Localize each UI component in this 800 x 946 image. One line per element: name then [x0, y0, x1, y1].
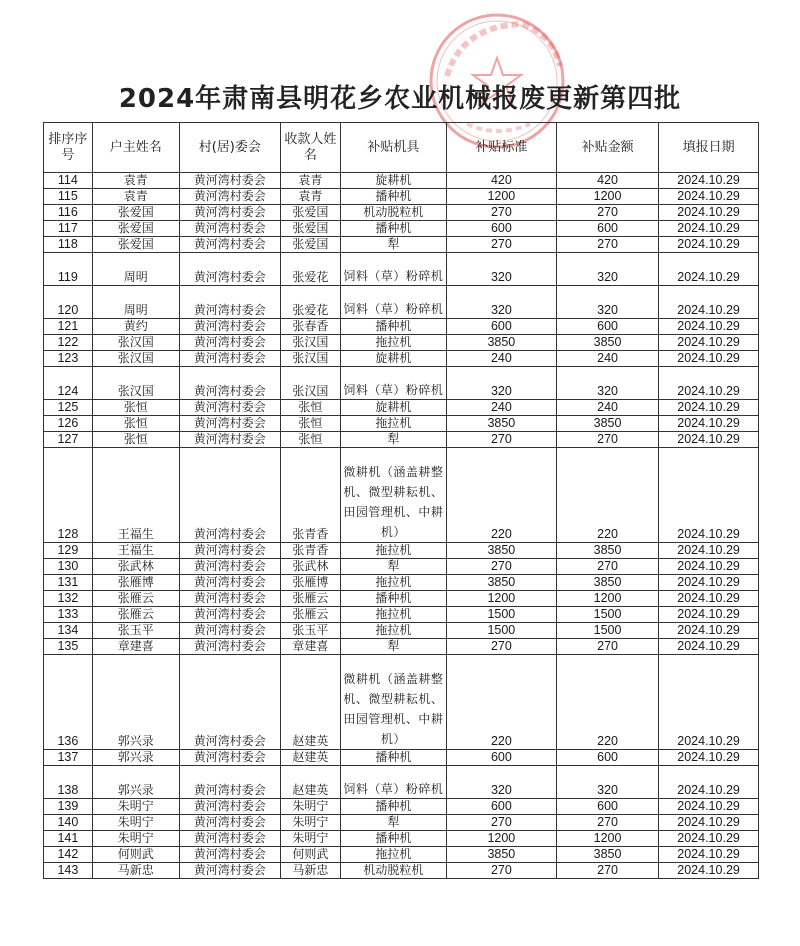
- table-row: [44, 559, 759, 575]
- village-cell: 黄河湾村委会: [179, 367, 280, 400]
- equipment-cell: 犁: [341, 237, 447, 253]
- table-row: [44, 655, 759, 750]
- standard-cell: 600: [446, 319, 556, 335]
- amount-cell: 270: [557, 863, 659, 879]
- payee-cell: 张雁云: [280, 591, 340, 607]
- standard-cell: 1200: [446, 189, 556, 205]
- seq-cell: 138: [44, 766, 93, 799]
- equipment-cell: 播种机: [341, 189, 447, 205]
- seq-cell: 134: [44, 623, 93, 639]
- village-cell: 黄河湾村委会: [179, 863, 280, 879]
- seq-cell: 125: [44, 400, 93, 416]
- householder-cell: 何则武: [92, 847, 179, 863]
- date-cell: 2024.10.29: [659, 173, 759, 189]
- village-cell: 黄河湾村委会: [179, 543, 280, 559]
- village-cell: 黄河湾村委会: [179, 559, 280, 575]
- date-cell: 2024.10.29: [659, 847, 759, 863]
- equipment-cell: 机动脱粒机: [341, 205, 447, 221]
- amount-cell: 3850: [557, 847, 659, 863]
- amount-cell: 270: [557, 559, 659, 575]
- standard-cell: 220: [446, 448, 556, 543]
- table-row: [44, 543, 759, 559]
- equipment-cell: 饲料（草）粉碎机: [341, 367, 447, 400]
- equipment-cell: 犁: [341, 559, 447, 575]
- seq-cell: 132: [44, 591, 93, 607]
- payee-cell: 张恒: [280, 432, 340, 448]
- table-row: [44, 591, 759, 607]
- table-row: [44, 335, 759, 351]
- standard-cell: 3850: [446, 847, 556, 863]
- standard-cell: 270: [446, 639, 556, 655]
- standard-cell: 1500: [446, 623, 556, 639]
- table-row: [44, 253, 759, 286]
- seq-cell: 122: [44, 335, 93, 351]
- village-cell: 黄河湾村委会: [179, 799, 280, 815]
- village-cell: 黄河湾村委会: [179, 237, 280, 253]
- table-row: [44, 639, 759, 655]
- standard-cell: 600: [446, 221, 556, 237]
- seq-cell: 127: [44, 432, 93, 448]
- equipment-cell: 微耕机（涵盖耕整机、微型耕耘机、田园管理机、中耕机）: [341, 655, 447, 750]
- equipment-cell: 犁: [341, 639, 447, 655]
- householder-cell: 张雁云: [92, 591, 179, 607]
- payee-cell: 张爱国: [280, 237, 340, 253]
- date-cell: 2024.10.29: [659, 607, 759, 623]
- payee-cell: 张恒: [280, 416, 340, 432]
- amount-cell: 1200: [557, 831, 659, 847]
- amount-cell: 220: [557, 655, 659, 750]
- village-cell: 黄河湾村委会: [179, 189, 280, 205]
- table-row: [44, 623, 759, 639]
- date-cell: 2024.10.29: [659, 591, 759, 607]
- equipment-cell: 拖拉机: [341, 575, 447, 591]
- standard-cell: 3850: [446, 543, 556, 559]
- table-row: [44, 351, 759, 367]
- table-row: [44, 448, 759, 543]
- payee-cell: 张雁云: [280, 607, 340, 623]
- village-cell: 黄河湾村委会: [179, 400, 280, 416]
- equipment-cell: 拖拉机: [341, 623, 447, 639]
- seq-cell: 142: [44, 847, 93, 863]
- householder-cell: 张武林: [92, 559, 179, 575]
- householder-cell: 张爱国: [92, 205, 179, 221]
- date-cell: 2024.10.29: [659, 253, 759, 286]
- householder-cell: 朱明宁: [92, 831, 179, 847]
- seq-cell: 124: [44, 367, 93, 400]
- householder-cell: 张恒: [92, 432, 179, 448]
- header-cell: 村(居)委会: [179, 123, 280, 173]
- equipment-cell: 犁: [341, 432, 447, 448]
- header-cell: 收款人姓名: [280, 123, 340, 173]
- village-cell: 黄河湾村委会: [179, 847, 280, 863]
- village-cell: 黄河湾村委会: [179, 607, 280, 623]
- village-cell: 黄河湾村委会: [179, 750, 280, 766]
- table-row: [44, 319, 759, 335]
- seq-cell: 131: [44, 575, 93, 591]
- date-cell: 2024.10.29: [659, 319, 759, 335]
- householder-cell: 郭兴录: [92, 655, 179, 750]
- date-cell: 2024.10.29: [659, 799, 759, 815]
- householder-cell: 张汉国: [92, 335, 179, 351]
- householder-cell: 张雁云: [92, 607, 179, 623]
- header-cell: 补贴机具: [341, 123, 447, 173]
- seq-cell: 115: [44, 189, 93, 205]
- amount-cell: 240: [557, 351, 659, 367]
- equipment-cell: 拖拉机: [341, 607, 447, 623]
- standard-cell: 320: [446, 286, 556, 319]
- seq-cell: 129: [44, 543, 93, 559]
- village-cell: 黄河湾村委会: [179, 591, 280, 607]
- standard-cell: 270: [446, 559, 556, 575]
- village-cell: 黄河湾村委会: [179, 448, 280, 543]
- equipment-cell: 播种机: [341, 799, 447, 815]
- standard-cell: 3850: [446, 416, 556, 432]
- amount-cell: 270: [557, 815, 659, 831]
- table-row: [44, 237, 759, 253]
- amount-cell: 270: [557, 639, 659, 655]
- village-cell: 黄河湾村委会: [179, 575, 280, 591]
- village-cell: 黄河湾村委会: [179, 815, 280, 831]
- standard-cell: 3850: [446, 575, 556, 591]
- seq-cell: 128: [44, 448, 93, 543]
- village-cell: 黄河湾村委会: [179, 173, 280, 189]
- table-row: [44, 173, 759, 189]
- village-cell: 黄河湾村委会: [179, 623, 280, 639]
- standard-cell: 220: [446, 655, 556, 750]
- date-cell: 2024.10.29: [659, 189, 759, 205]
- equipment-cell: 旋耕机: [341, 400, 447, 416]
- standard-cell: 240: [446, 400, 556, 416]
- standard-cell: 270: [446, 863, 556, 879]
- table-row: [44, 400, 759, 416]
- payee-cell: 张恒: [280, 400, 340, 416]
- equipment-cell: 拖拉机: [341, 335, 447, 351]
- table-row: [44, 286, 759, 319]
- date-cell: 2024.10.29: [659, 448, 759, 543]
- seq-cell: 123: [44, 351, 93, 367]
- payee-cell: 张春香: [280, 319, 340, 335]
- householder-cell: 张汉国: [92, 367, 179, 400]
- seq-cell: 141: [44, 831, 93, 847]
- amount-cell: 1500: [557, 623, 659, 639]
- date-cell: 2024.10.29: [659, 575, 759, 591]
- amount-cell: 320: [557, 367, 659, 400]
- standard-cell: 420: [446, 173, 556, 189]
- payee-cell: 张爱花: [280, 253, 340, 286]
- date-cell: 2024.10.29: [659, 815, 759, 831]
- payee-cell: 赵建英: [280, 766, 340, 799]
- date-cell: 2024.10.29: [659, 750, 759, 766]
- seq-cell: 119: [44, 253, 93, 286]
- equipment-cell: 播种机: [341, 221, 447, 237]
- village-cell: 黄河湾村委会: [179, 221, 280, 237]
- payee-cell: 张雁博: [280, 575, 340, 591]
- equipment-cell: 旋耕机: [341, 173, 447, 189]
- standard-cell: 240: [446, 351, 556, 367]
- table-row: [44, 831, 759, 847]
- seq-cell: 126: [44, 416, 93, 432]
- equipment-cell: 饲料（草）粉碎机: [341, 253, 447, 286]
- householder-cell: 马新忠: [92, 863, 179, 879]
- householder-cell: 张雁博: [92, 575, 179, 591]
- table-body: [44, 173, 759, 879]
- payee-cell: 章建喜: [280, 639, 340, 655]
- amount-cell: 600: [557, 750, 659, 766]
- seq-cell: 143: [44, 863, 93, 879]
- householder-cell: 郭兴录: [92, 766, 179, 799]
- standard-cell: 270: [446, 815, 556, 831]
- date-cell: 2024.10.29: [659, 655, 759, 750]
- village-cell: 黄河湾村委会: [179, 416, 280, 432]
- amount-cell: 420: [557, 173, 659, 189]
- seq-cell: 114: [44, 173, 93, 189]
- date-cell: 2024.10.29: [659, 623, 759, 639]
- date-cell: 2024.10.29: [659, 367, 759, 400]
- table-row: [44, 863, 759, 879]
- date-cell: 2024.10.29: [659, 559, 759, 575]
- payee-cell: 袁青: [280, 173, 340, 189]
- date-cell: 2024.10.29: [659, 543, 759, 559]
- standard-cell: 270: [446, 205, 556, 221]
- amount-cell: 3850: [557, 416, 659, 432]
- payee-cell: 何则武: [280, 847, 340, 863]
- seq-cell: 130: [44, 559, 93, 575]
- date-cell: 2024.10.29: [659, 639, 759, 655]
- seq-cell: 140: [44, 815, 93, 831]
- equipment-cell: 拖拉机: [341, 416, 447, 432]
- payee-cell: 张爱花: [280, 286, 340, 319]
- seq-cell: 120: [44, 286, 93, 319]
- payee-cell: 赵建英: [280, 655, 340, 750]
- village-cell: 黄河湾村委会: [179, 766, 280, 799]
- table-row: [44, 766, 759, 799]
- table-header-row: [44, 123, 759, 173]
- amount-cell: 320: [557, 766, 659, 799]
- householder-cell: 张爱国: [92, 237, 179, 253]
- village-cell: 黄河湾村委会: [179, 639, 280, 655]
- seq-cell: 133: [44, 607, 93, 623]
- table-row: [44, 367, 759, 400]
- date-cell: 2024.10.29: [659, 351, 759, 367]
- document-title: 2024年肃南县明花乡农业机械报废更新第四批: [118, 84, 682, 114]
- standard-cell: 320: [446, 766, 556, 799]
- seq-cell: 117: [44, 221, 93, 237]
- payee-cell: 袁青: [280, 189, 340, 205]
- householder-cell: 王福生: [92, 543, 179, 559]
- standard-cell: 270: [446, 432, 556, 448]
- seq-cell: 121: [44, 319, 93, 335]
- payee-cell: 赵建英: [280, 750, 340, 766]
- amount-cell: 240: [557, 400, 659, 416]
- standard-cell: 270: [446, 237, 556, 253]
- householder-cell: 周明: [92, 286, 179, 319]
- equipment-cell: 旋耕机: [341, 351, 447, 367]
- householder-cell: 周明: [92, 253, 179, 286]
- householder-cell: 王福生: [92, 448, 179, 543]
- village-cell: 黄河湾村委会: [179, 831, 280, 847]
- header-cell: 户主姓名: [92, 123, 179, 173]
- equipment-cell: 犁: [341, 815, 447, 831]
- householder-cell: 章建喜: [92, 639, 179, 655]
- householder-cell: 张汉国: [92, 351, 179, 367]
- payee-cell: 张汉国: [280, 351, 340, 367]
- date-cell: 2024.10.29: [659, 766, 759, 799]
- householder-cell: 张恒: [92, 400, 179, 416]
- householder-cell: 张爱国: [92, 221, 179, 237]
- amount-cell: 3850: [557, 575, 659, 591]
- village-cell: 黄河湾村委会: [179, 351, 280, 367]
- date-cell: 2024.10.29: [659, 432, 759, 448]
- amount-cell: 3850: [557, 335, 659, 351]
- table-row: [44, 607, 759, 623]
- standard-cell: 1500: [446, 607, 556, 623]
- date-cell: 2024.10.29: [659, 237, 759, 253]
- subsidy-table: [43, 122, 759, 879]
- standard-cell: 1200: [446, 591, 556, 607]
- payee-cell: 朱明宁: [280, 831, 340, 847]
- standard-cell: 600: [446, 799, 556, 815]
- amount-cell: 600: [557, 799, 659, 815]
- village-cell: 黄河湾村委会: [179, 335, 280, 351]
- date-cell: 2024.10.29: [659, 221, 759, 237]
- payee-cell: 朱明宁: [280, 815, 340, 831]
- householder-cell: 袁青: [92, 189, 179, 205]
- seq-cell: 136: [44, 655, 93, 750]
- equipment-cell: 播种机: [341, 319, 447, 335]
- householder-cell: 郭兴录: [92, 750, 179, 766]
- table-row: [44, 189, 759, 205]
- date-cell: 2024.10.29: [659, 205, 759, 221]
- seq-cell: 139: [44, 799, 93, 815]
- householder-cell: 朱明宁: [92, 799, 179, 815]
- payee-cell: 马新忠: [280, 863, 340, 879]
- householder-cell: 张玉平: [92, 623, 179, 639]
- village-cell: 黄河湾村委会: [179, 655, 280, 750]
- seq-cell: 118: [44, 237, 93, 253]
- amount-cell: 1500: [557, 607, 659, 623]
- standard-cell: 320: [446, 367, 556, 400]
- table-row: [44, 416, 759, 432]
- table-row: [44, 815, 759, 831]
- payee-cell: 张汉国: [280, 367, 340, 400]
- amount-cell: 320: [557, 253, 659, 286]
- village-cell: 黄河湾村委会: [179, 253, 280, 286]
- amount-cell: 270: [557, 237, 659, 253]
- payee-cell: 朱明宁: [280, 799, 340, 815]
- householder-cell: 朱明宁: [92, 815, 179, 831]
- householder-cell: 袁青: [92, 173, 179, 189]
- date-cell: 2024.10.29: [659, 863, 759, 879]
- payee-cell: 张青香: [280, 448, 340, 543]
- village-cell: 黄河湾村委会: [179, 286, 280, 319]
- table-row: [44, 847, 759, 863]
- village-cell: 黄河湾村委会: [179, 205, 280, 221]
- date-cell: 2024.10.29: [659, 416, 759, 432]
- equipment-cell: 拖拉机: [341, 543, 447, 559]
- amount-cell: 600: [557, 319, 659, 335]
- payee-cell: 张爱国: [280, 221, 340, 237]
- table-row: [44, 575, 759, 591]
- amount-cell: 320: [557, 286, 659, 319]
- standard-cell: 600: [446, 750, 556, 766]
- amount-cell: 270: [557, 432, 659, 448]
- amount-cell: 1200: [557, 189, 659, 205]
- amount-cell: 270: [557, 205, 659, 221]
- header-cell: 补贴金额: [557, 123, 659, 173]
- payee-cell: 张玉平: [280, 623, 340, 639]
- standard-cell: 1200: [446, 831, 556, 847]
- equipment-cell: 饲料（草）粉碎机: [341, 286, 447, 319]
- village-cell: 黄河湾村委会: [179, 432, 280, 448]
- date-cell: 2024.10.29: [659, 335, 759, 351]
- householder-cell: 张恒: [92, 416, 179, 432]
- seq-cell: 135: [44, 639, 93, 655]
- equipment-cell: 饲料（草）粉碎机: [341, 766, 447, 799]
- householder-cell: 黄约: [92, 319, 179, 335]
- header-cell: 补贴标准: [446, 123, 556, 173]
- standard-cell: 320: [446, 253, 556, 286]
- payee-cell: 张武林: [280, 559, 340, 575]
- equipment-cell: 拖拉机: [341, 847, 447, 863]
- equipment-cell: 机动脱粒机: [341, 863, 447, 879]
- table-row: [44, 432, 759, 448]
- table-row: [44, 750, 759, 766]
- equipment-cell: 微耕机（涵盖耕整机、微型耕耘机、田园管理机、中耕机）: [341, 448, 447, 543]
- equipment-cell: 播种机: [341, 591, 447, 607]
- amount-cell: 3850: [557, 543, 659, 559]
- date-cell: 2024.10.29: [659, 831, 759, 847]
- table-row: [44, 205, 759, 221]
- header-cell: 填报日期: [659, 123, 759, 173]
- amount-cell: 1200: [557, 591, 659, 607]
- payee-cell: 张汉国: [280, 335, 340, 351]
- standard-cell: 3850: [446, 335, 556, 351]
- date-cell: 2024.10.29: [659, 286, 759, 319]
- amount-cell: 220: [557, 448, 659, 543]
- payee-cell: 张爱国: [280, 205, 340, 221]
- seq-cell: 137: [44, 750, 93, 766]
- table-row: [44, 221, 759, 237]
- table-row: [44, 799, 759, 815]
- equipment-cell: 播种机: [341, 831, 447, 847]
- equipment-cell: 播种机: [341, 750, 447, 766]
- header-cell: 排序序号: [44, 123, 93, 173]
- payee-cell: 张青香: [280, 543, 340, 559]
- date-cell: 2024.10.29: [659, 400, 759, 416]
- seq-cell: 116: [44, 205, 93, 221]
- village-cell: 黄河湾村委会: [179, 319, 280, 335]
- amount-cell: 600: [557, 221, 659, 237]
